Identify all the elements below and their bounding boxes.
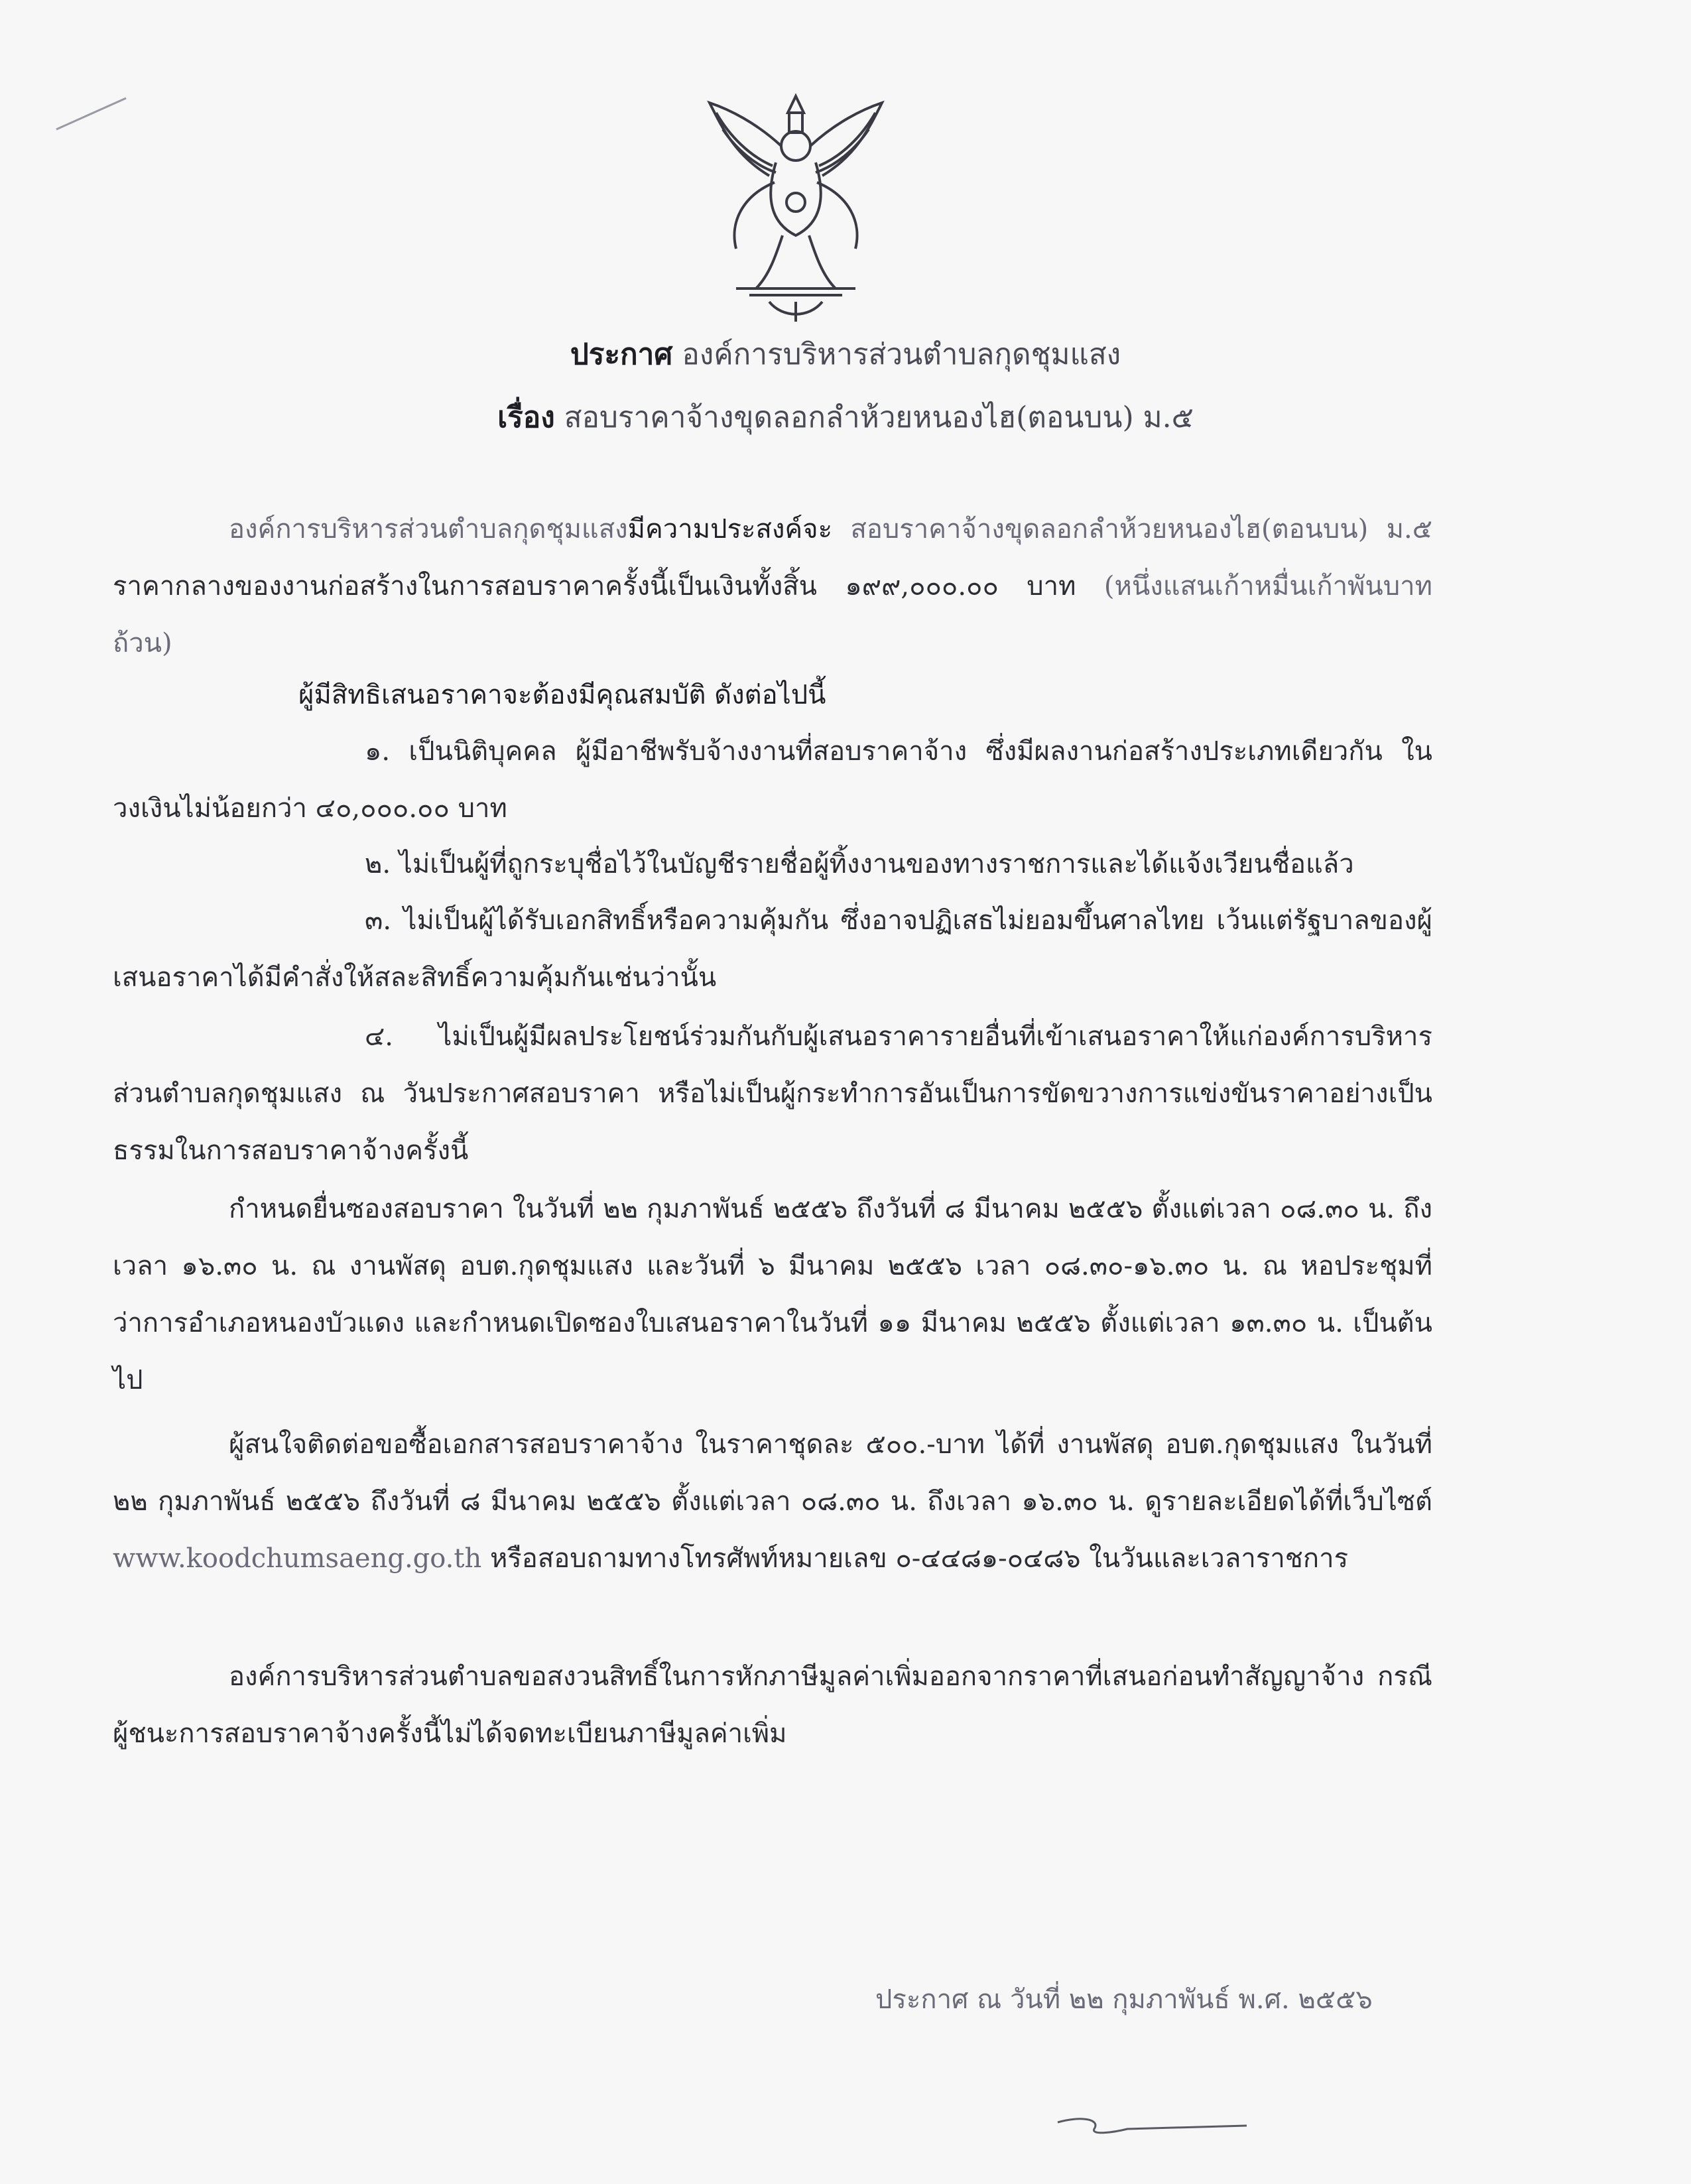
announce-label: ประกาศ <box>570 338 673 371</box>
subject-text: สอบราคาจ้างขุดลอกลำห้วยหนองไฮ(ตอนบน) ม.๕ <box>564 401 1194 434</box>
intro-wish: มีความประสงค์จะ <box>627 514 833 545</box>
purchase-tail: หรือสอบถามทางโทรศัพท์หมายเลข ๐-๔๔๘๑-๐๔๘๖ ในวันและเวลาราชการ <box>489 1543 1349 1574</box>
qualification-item-1: ๑. เป็นนิติบุคคล ผู้มีอาชีพรับจ้างงานที่สอบราคาจ้าง ซึ่งมีผลงานก่อสร้างประเภทเดียวกัน ในวงเงินไม่น้อยกว่า ๔๐,๐๐๐.๐๐ บาท <box>113 736 1432 824</box>
qualification-item-4: ๔. ไม่เป็นผู้มีผลประโยชน์ร่วมกันกับผู้เสนอราคารายอื่นที่เข้าเสนอราคาให้แก่องค์การบริหารส่วนตำบลกุดชุมแสง ณ วันประกาศสอบราคา หรือไม่เป็นผู้กระทำการอันเป็นการขัดขวางการแข่งขันราคาอย่างเป็นธรรมในการสอบราคาจ้างครั้งนี้ <box>113 1021 1432 1166</box>
qualification-item-2: ๒. ไม่เป็นผู้ที่ถูกระบุชื่อไว้ในบัญชีรายชื่อผู้ทิ้งงานของทางราชการและได้แจ้งเวียนชื่อแล้ว <box>365 849 1354 879</box>
garuda-emblem <box>696 83 895 328</box>
intro-price: ราคากลางของงานก่อสร้างในการสอบราคาครั้งนี้เป็นเงินทั้งสิ้น ๑๙๙,๐๐๐.๐๐ บาท <box>113 571 1076 602</box>
subject-label: เรื่อง <box>497 401 555 434</box>
intro-price-words: (หนึ่งแสนเก้าหมื่นเก้าพันบาทถ้วน) <box>113 571 1432 659</box>
header-title-line <box>0 335 1691 375</box>
purchase-paragraph <box>113 1416 1432 1587</box>
qualifications-heading: ผู้มีสิทธิเสนอราคาจะต้องมีคุณสมบัติ ดังต่อไปนี้ <box>298 680 826 710</box>
organization-name: องค์การบริหารส่วนตำบลกุดชุมแสง <box>682 338 1121 371</box>
header-subject-line <box>0 398 1691 438</box>
announce-date: ประกาศ ณ วันที่ ๒๒ กุมภาพันธ์ พ.ศ. ๒๕๕๖ <box>875 1984 1373 2015</box>
purchase-text: ผู้สนใจติดต่อขอซื้อเอกสารสอบราคาจ้าง ในราคาชุดละ ๕๐๐.-บาท ได้ที่ งานพัสดุ อบต.กุดชุมแสง ในวันที่ ๒๒ กุมภาพันธ์ ๒๕๕๖ ถึงวันที่ ๘ มีนาคม ๒๕๕๖ ตั้งแต่เวลา ๐๘.๓๐ น. ถึงเวลา ๑๖.๓๐ น. ดูรายละเอียดได้ที่เว็บไซต์ <box>113 1429 1432 1517</box>
vat-paragraph: องค์การบริหารส่วนตำบลขอสงวนสิทธิ์ในการหักภาษีมูลค่าเพิ่มออกจากราคาที่เสนอก่อนทำสัญญาจ้าง กรณีผู้ชนะการสอบราคาจ้างครั้งนี้ไม่ได้จดทะเบียนภาษีมูลค่าเพิ่ม <box>113 1661 1432 1749</box>
website-link[interactable]: www.koodchumsaeng.go.th <box>113 1543 482 1574</box>
qualification-item-3: ๓. ไม่เป็นผู้ได้รับเอกสิทธิ์หรือความคุ้มกัน ซึ่งอาจปฏิเสธไม่ยอมขึ้นศาลไทย เว้นแต่รัฐบาลของผู้เสนอราคาได้มีคำสั่งให้สละสิทธิ์ความคุ้มกันเช่นว่านั้น <box>113 905 1432 993</box>
submission-paragraph: กำหนดยื่นซองสอบราคา ในวันที่ ๒๒ กุมภาพันธ์ ๒๕๕๖ ถึงวันที่ ๘ มีนาคม ๒๕๕๖ ตั้งแต่เวลา ๐๘.๓๐ น. ถึงเวลา ๑๖.๓๐ น. ณ งานพัสดุ อบต.กุดชุมแสง และวันที่ ๖ มีนาคม ๒๕๕๖ เวลา ๐๘.๓๐-๑๖.๓๐ น. ณ หอประชุมที่ว่าการอำเภอหนองบัวแดง และกำหนดเปิดซองใบเสนอราคาในวันที่ ๑๑ มีนาคม ๒๕๕๖ ตั้งแต่เวลา ๑๓.๓๐ น. เป็นต้นไป <box>113 1194 1432 1395</box>
scan-mark <box>53 93 133 133</box>
signature-mark <box>1054 2109 1253 2149</box>
intro-org: องค์การบริหารส่วนตำบลกุดชุมแสง <box>229 514 628 545</box>
intro-paragraph <box>113 501 1432 672</box>
intro-project: สอบราคาจ้างขุดลอกลำห้วยหนองไฮ(ตอนบน) ม.๕ <box>850 514 1432 545</box>
